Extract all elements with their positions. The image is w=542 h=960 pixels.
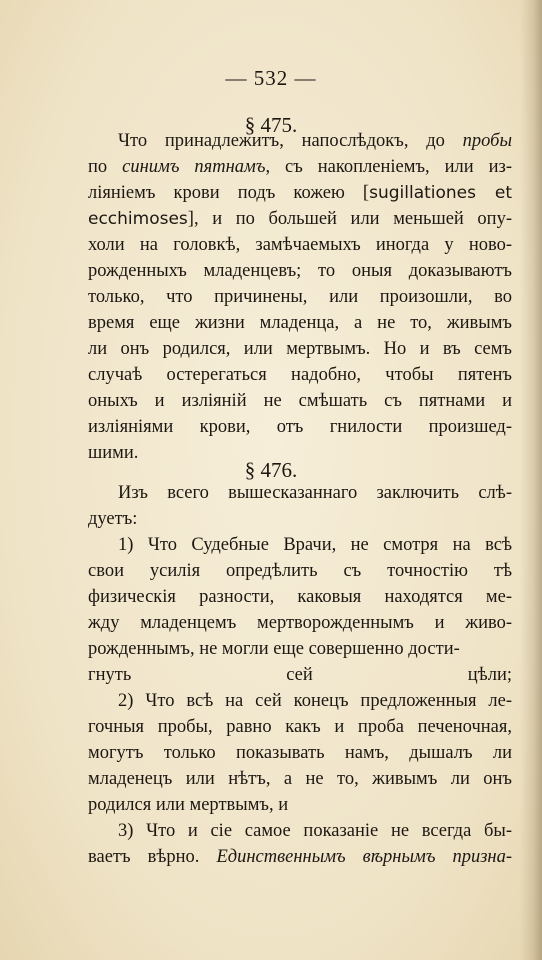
text-run: по [88,157,123,177]
text-run: оныхъ и изліяній не смѣшать съ пятнами и [88,391,512,411]
text-run: родился или мертвымъ, и [88,795,289,815]
text-run: рожденныхъ младенцевъ; то оныя доказываютъ [88,261,512,281]
text-line [88,636,512,662]
text-line [88,180,512,206]
text-run: изліяніями крови, отъ гнилости произшед- [88,417,512,437]
text-line [118,480,512,506]
text-run: 3) Что и сіе самое показаніе не всегда бы- [118,821,512,841]
text-run: случаѣ остерегаться надобно, чтобы пятенъ [88,365,512,385]
text-line [88,740,512,766]
text-line [88,232,512,258]
text-run: Что принадлежитъ, напослѣдокъ, до [118,131,463,151]
text-run: свои усилія опредѣлить съ точностію тѣ [88,561,512,581]
text-run: дуетъ: [88,509,138,529]
latin-term: sugillationes et [369,183,513,203]
text-line [88,310,512,336]
text-run: холи на головкѣ, замѣчаемыхъ иногда у ново- [88,235,512,255]
text-run: шими. [88,443,139,463]
text-line [118,532,512,558]
text-run: гнуть сей цѣли; [88,665,512,685]
text-line [88,844,512,870]
text-line [88,336,512,362]
text-run: жду младенцемъ мертворожденнымъ и живо- [88,613,512,633]
text-line [88,766,512,792]
text-run: гочныя пробы, равно какъ и проба печеночная, [88,717,512,737]
italic-text: пробы [462,131,512,151]
text-run: 2) Что всѣ на сей конецъ предложенныя ле- [118,691,512,711]
text-run: ваетъ вѣрно. [88,847,217,867]
page-number: — 532 — [225,66,317,90]
text-line [88,584,512,610]
text-line [118,128,512,154]
text-line [88,506,512,532]
text-run: рожденнымъ, не могли еще совершенно дости- [88,639,460,659]
text-line [88,258,512,284]
text-line [88,714,512,740]
text-run: ліяніемъ крови подъ кожею [ [88,183,370,203]
text-line [88,792,512,818]
text-run: ], и по большей или меньшей опу- [187,209,512,229]
text-line [118,688,512,714]
text-line [118,818,512,844]
text-line [88,154,512,180]
text-line [88,414,512,440]
text-run: 1) Что Судебные Врачи, не смотря на всѣ [118,535,512,555]
text-run: младенецъ или нѣтъ, а не то, живымъ ли онъ [88,769,512,789]
text-line [88,558,512,584]
text-run: Изъ всего вышесказаннаго заключить слѣ- [118,483,512,503]
latin-term: ecchimoses [88,209,188,229]
italic-text: синимъ пятнамъ [122,157,266,177]
text-run: , съ накопленіемъ, или из- [265,157,512,177]
text-line [88,662,512,688]
text-line [88,388,512,414]
text-line [88,610,512,636]
text-run: время еще жизни младенца, а не то, живымъ [88,313,512,333]
italic-text: Единственнымъ вѣрнымъ призна- [216,847,513,867]
text-line [88,284,512,310]
text-line [88,362,512,388]
text-run: физическія разности, каковыя находятся ме- [88,587,512,607]
section-heading: § 476. [244,458,298,482]
section-heading: § 475. [244,113,298,137]
text-line [88,206,512,232]
text-run: ли онъ родился, или мертвымъ. Но и въ семъ [88,339,512,359]
text-run: только, что причинены, или произошли, во [88,287,512,307]
text-run: могутъ только показывать намъ, дышалъ ли [88,743,512,763]
